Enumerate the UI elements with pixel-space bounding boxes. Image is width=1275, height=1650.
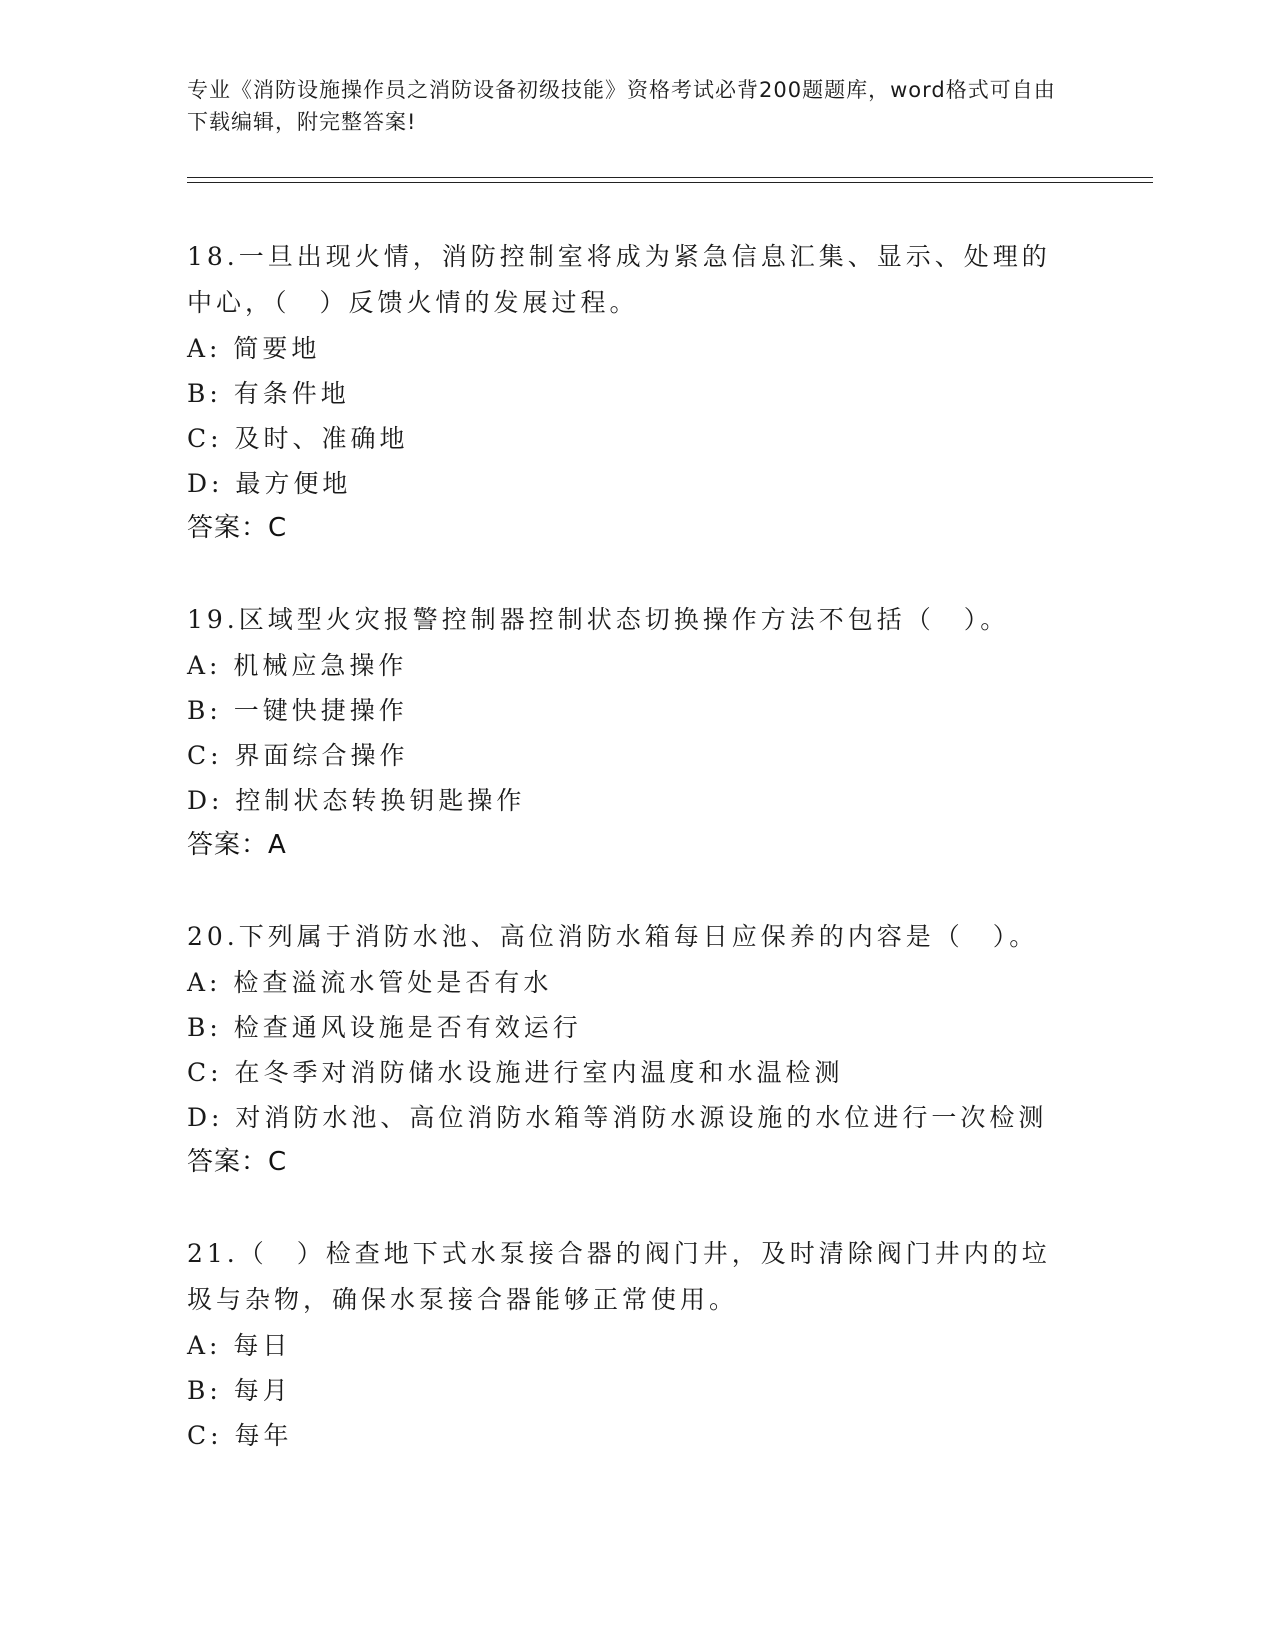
question-19 xyxy=(187,597,1087,868)
option-c: C: 及时、准确地 xyxy=(187,424,409,453)
option-d: D: 对消防水池、高位消防水箱等消防水源设施的水位进行一次检测 xyxy=(187,1103,1048,1132)
option-c: C: 在冬季对消防储水设施进行室内温度和水温检测 xyxy=(187,1058,844,1087)
option-a: A: 检查溢流水管处是否有水 xyxy=(187,968,553,997)
answer-label: 答案：C xyxy=(187,1147,288,1177)
option-b: B: 检查通风设施是否有效运行 xyxy=(187,1013,582,1042)
question-20 xyxy=(187,914,1087,1185)
question-18 xyxy=(187,234,1087,551)
document-header: 专业《消防设施操作员之消防设备初级技能》资格考试必背200题题库，word格式可自由下载编辑，附完整答案! xyxy=(187,78,1056,134)
header-divider-top xyxy=(187,177,1153,178)
option-a: A: 每日 xyxy=(187,1331,292,1360)
question-list xyxy=(187,234,1087,1504)
question-text: 18.一旦出现火情，消防控制室将成为紧急信息汇集、显示、处理的中心，（ ）反馈火情的发展过程。 xyxy=(187,242,1051,317)
question-21 xyxy=(187,1231,1087,1458)
question-text: 20.下列属于消防水池、高位消防水箱每日应保养的内容是（ ）。 xyxy=(187,922,1039,951)
option-c: C: 每年 xyxy=(187,1421,293,1450)
option-a: A: 机械应急操作 xyxy=(187,651,408,680)
option-d: D: 控制状态转换钥匙操作 xyxy=(187,786,526,815)
question-text: 19.区域型火灾报警控制器控制状态切换操作方法不包括（ ）。 xyxy=(187,605,1010,634)
option-b: B: 有条件地 xyxy=(187,379,350,408)
answer-label: 答案：C xyxy=(187,513,288,543)
option-d: D: 最方便地 xyxy=(187,469,352,498)
option-c: C: 界面综合操作 xyxy=(187,741,409,770)
header-divider-bottom xyxy=(187,182,1153,183)
option-b: B: 每月 xyxy=(187,1376,292,1405)
question-text: 21.（ ）检查地下式水泵接合器的阀门井，及时清除阀门井内的垃圾与杂物，确保水泵接合器能够正常使用。 xyxy=(187,1239,1051,1314)
answer-label: 答案：A xyxy=(187,830,287,860)
option-a: A: 简要地 xyxy=(187,334,321,363)
option-b: B: 一键快捷操作 xyxy=(187,696,408,725)
